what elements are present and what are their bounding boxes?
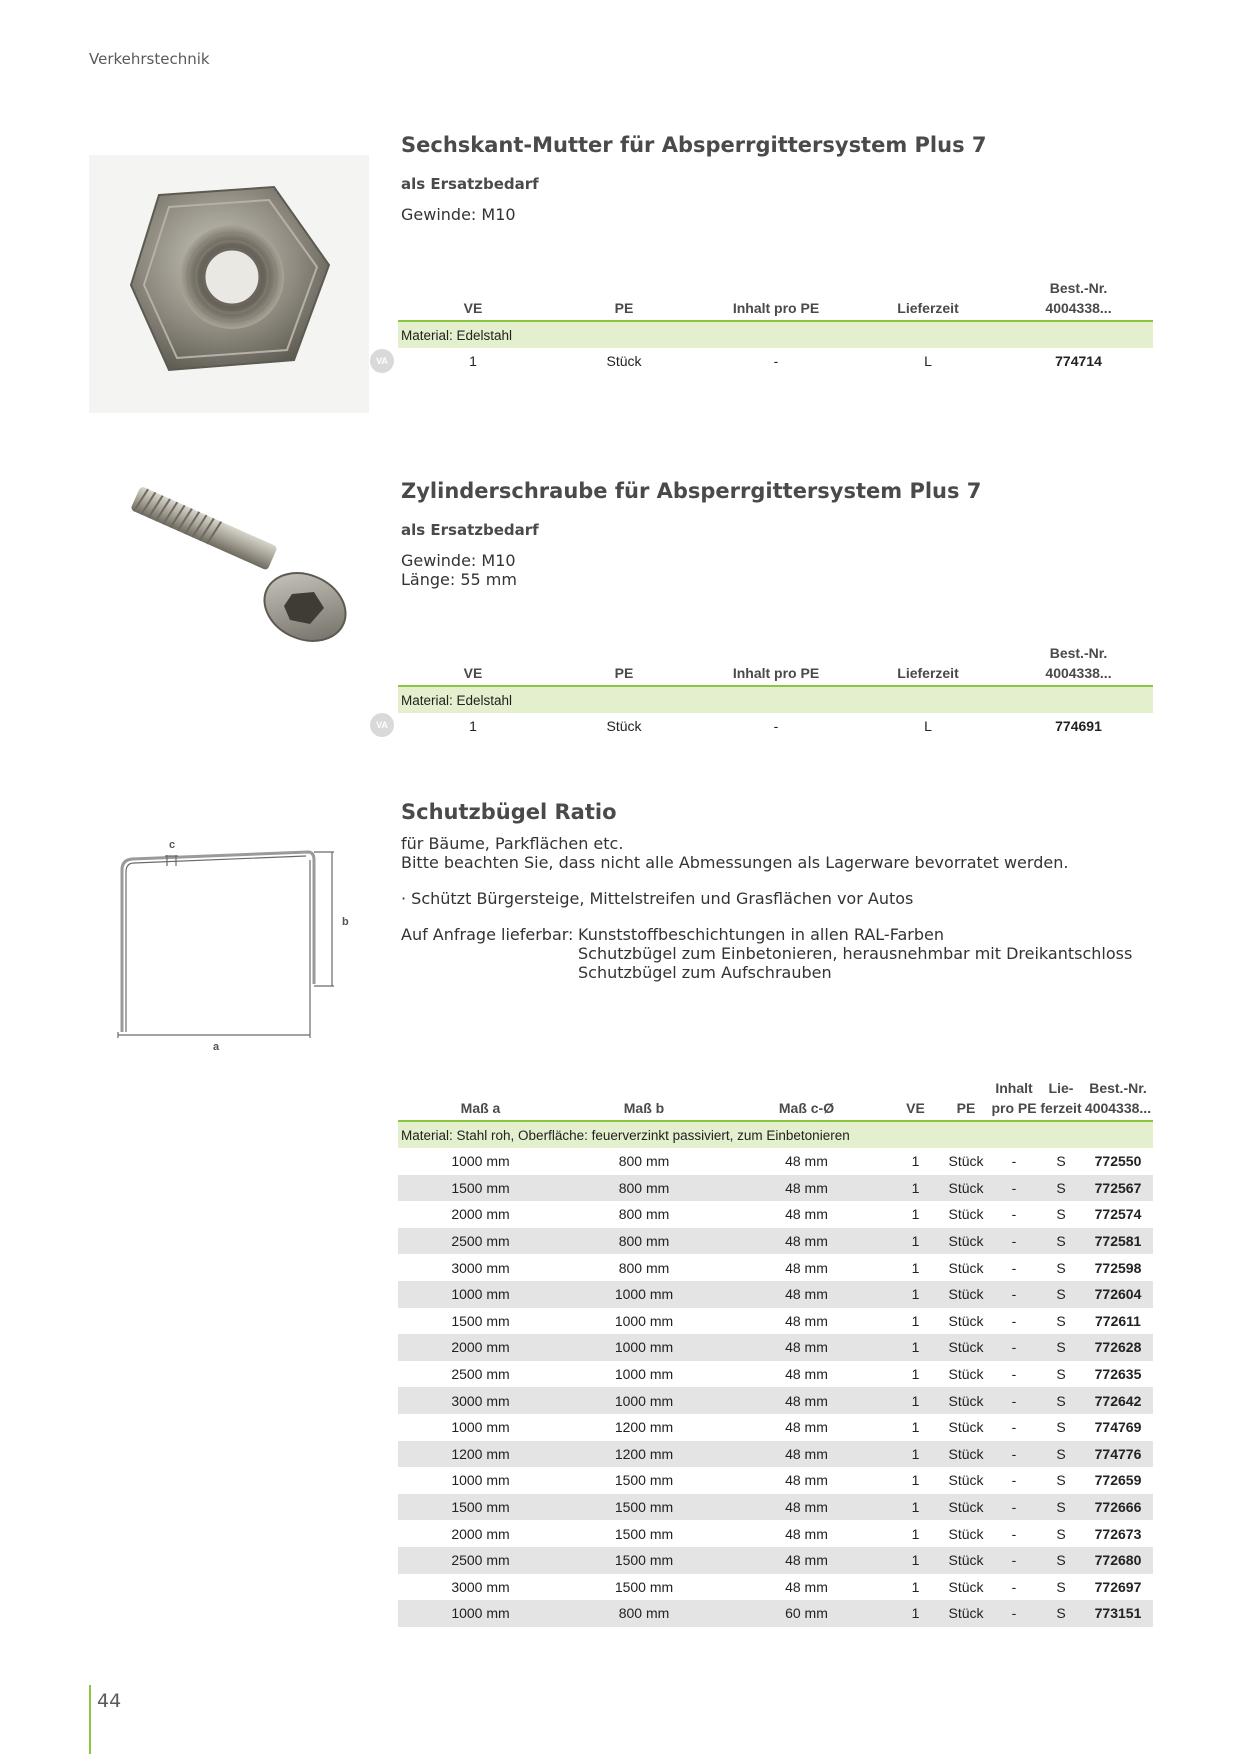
table-row: 2500 mm 800 mm 48 mm 1 Stück - S 772581 xyxy=(398,1228,1153,1255)
col-mass-b: Maß b xyxy=(563,1078,725,1121)
order-number: 772680 xyxy=(1083,1547,1153,1574)
material-row: Material: Edelstahl xyxy=(398,321,1153,348)
col-lieferzeit: Lieferzeit xyxy=(852,643,1004,686)
col-pe: PE xyxy=(943,1078,989,1121)
table-row: 1000 mm 1500 mm 48 mm 1 Stück - S 772659 xyxy=(398,1467,1153,1494)
order-number: 772635 xyxy=(1094,1366,1142,1383)
table-row: 2000 mm 1500 mm 48 mm 1 Stück - S 772673 xyxy=(398,1520,1153,1547)
order-number: 772628 xyxy=(1083,1334,1153,1361)
product-detail: Länge: 55 mm xyxy=(401,570,517,589)
col-mass-c: Maß c-Ø xyxy=(725,1078,888,1121)
table-row: 1 Stück - L 774691 xyxy=(398,713,1153,740)
dimension-label-b: b xyxy=(342,916,349,928)
feature-bullet: · Schützt Bürgersteige, Mittelstreifen und Grasflächen vor Autos xyxy=(401,889,914,908)
table-row: 1000 mm 800 mm 60 mm 1 Stück - S 773151 xyxy=(398,1600,1153,1627)
product-subtitle: als Ersatzbedarf xyxy=(401,175,539,193)
col-pe: PE xyxy=(548,278,700,321)
table-row: 1500 mm 800 mm 48 mm 1 Stück - S 772567 xyxy=(398,1175,1153,1202)
order-number: 772697 xyxy=(1094,1578,1142,1595)
product-detail: Gewinde: M10 xyxy=(401,205,516,224)
cap-screw-spec-table xyxy=(398,643,1153,740)
page-number: 44 xyxy=(97,1690,122,1712)
table-row: 3000 mm 1500 mm 48 mm 1 Stück - S 772697 xyxy=(398,1574,1153,1601)
table-row: 3000 mm 800 mm 48 mm 1 Stück - S 772598 xyxy=(398,1254,1153,1281)
va-badge: VA xyxy=(370,713,394,737)
available-item: Schutzbügel zum Einbetonieren, herausnehmbar mit Dreikantschloss xyxy=(578,944,1133,963)
table-row: 3000 mm 1000 mm 48 mm 1 Stück - S 772642 xyxy=(398,1387,1153,1414)
product-title: Schutzbügel Ratio xyxy=(401,800,617,824)
col-mass-a: Maß a xyxy=(398,1078,563,1121)
available-item: Schutzbügel zum Aufschrauben xyxy=(578,963,832,982)
page-number-bar xyxy=(89,1685,91,1754)
table-row: 2500 mm 1000 mm 48 mm 1 Stück - S 772635 xyxy=(398,1361,1153,1388)
table-row: 2000 mm 800 mm 48 mm 1 Stück - S 772574 xyxy=(398,1201,1153,1228)
material-row: Material: Stahl roh, Oberfläche: feuerverzinkt passiviert, zum Einbetonieren xyxy=(398,1121,1153,1148)
order-number: 772574 xyxy=(1094,1206,1142,1223)
col-best-nr: Best.-Nr. 4004338... xyxy=(1004,278,1153,321)
col-inhalt: Inhalt pro PE xyxy=(700,278,852,321)
product-title: Sechskant-Mutter für Absperrgittersystem Plus 7 xyxy=(401,133,987,157)
guard-bar-section xyxy=(401,800,1153,982)
col-lieferzeit: Lie- ferzeit xyxy=(1039,1078,1083,1121)
available-on-request: Auf Anfrage lieferbar: Kunststoffbeschichtungen in allen RAL-Farben Schutzbügel zum Einbetonieren, herausnehmbar mit Dreikantschloss Schutzbügel zum Aufschrauben xyxy=(401,925,1133,982)
table-row: 1000 mm 1200 mm 48 mm 1 Stück - S 774769 xyxy=(398,1414,1153,1441)
order-number: 772598 xyxy=(1094,1259,1142,1276)
order-number: 774776 xyxy=(1083,1441,1153,1468)
col-inhalt: Inhalt pro PE xyxy=(989,1078,1039,1121)
page-category: Verkehrstechnik xyxy=(89,50,210,68)
table-row: 1500 mm 1000 mm 48 mm 1 Stück - S 772611 xyxy=(398,1308,1153,1335)
order-number: 774691 xyxy=(1055,718,1102,735)
dimension-label-a: a xyxy=(212,1041,220,1052)
product-title: Zylinderschraube für Absperrgittersystem Plus 7 xyxy=(401,479,982,503)
order-number: 772673 xyxy=(1094,1525,1142,1542)
table-row: 2000 mm 1000 mm 48 mm 1 Stück - S 772628 xyxy=(398,1334,1153,1361)
table-row: 1500 mm 1500 mm 48 mm 1 Stück - S 772666 xyxy=(398,1494,1153,1521)
order-number: 772567 xyxy=(1083,1175,1153,1202)
product-description: Bitte beachten Sie, dass nicht alle Abmessungen als Lagerware bevorratet werden. xyxy=(401,853,1069,872)
table-row: 2500 mm 1500 mm 48 mm 1 Stück - S 772680 xyxy=(398,1547,1153,1574)
table-row: 1000 mm 1000 mm 48 mm 1 Stück - S 772604 xyxy=(398,1281,1153,1308)
cap-screw-section xyxy=(401,479,1153,589)
col-best-nr: Best.-Nr. 4004338... xyxy=(1004,643,1153,686)
col-lieferzeit: Lieferzeit xyxy=(852,278,1004,321)
hex-nut-section xyxy=(401,133,1153,224)
order-number: 772642 xyxy=(1083,1387,1153,1414)
col-inhalt: Inhalt pro PE xyxy=(700,643,852,686)
order-number: 774714 xyxy=(1055,353,1102,370)
order-number: 772666 xyxy=(1083,1494,1153,1521)
col-ve: VE xyxy=(398,278,548,321)
order-number: 774769 xyxy=(1094,1419,1142,1436)
product-detail: Gewinde: M10 xyxy=(401,551,516,570)
guard-bar-diagram xyxy=(110,832,360,1052)
guard-bar-spec-table xyxy=(398,1078,1153,1627)
available-item: Kunststoffbeschichtungen in allen RAL-Farben xyxy=(578,925,944,944)
order-number: 772550 xyxy=(1094,1153,1142,1170)
product-description: für Bäume, Parkflächen etc. xyxy=(401,834,624,853)
va-badge: VA xyxy=(370,349,394,373)
hex-nut-spec-table xyxy=(398,278,1153,375)
order-number: 772604 xyxy=(1083,1281,1153,1308)
col-pe: PE xyxy=(548,643,700,686)
hex-nut-image xyxy=(89,155,369,413)
col-ve: VE xyxy=(888,1078,943,1121)
product-subtitle: als Ersatzbedarf xyxy=(401,521,539,539)
order-number: 772611 xyxy=(1095,1312,1141,1329)
order-number: 772659 xyxy=(1094,1472,1142,1489)
dimension-label-c: c xyxy=(168,839,176,851)
table-row: 1200 mm 1200 mm 48 mm 1 Stück - S 774776 xyxy=(398,1441,1153,1468)
material-row: Material: Edelstahl xyxy=(398,686,1153,713)
col-best-nr: Best.-Nr. 4004338... xyxy=(1083,1078,1153,1121)
order-number: 773151 xyxy=(1083,1600,1153,1627)
table-row: 1 Stück - L 774714 xyxy=(398,348,1153,375)
order-number: 772581 xyxy=(1083,1228,1153,1255)
table-row: 1000 mm 800 mm 48 mm 1 Stück - S 772550 xyxy=(398,1148,1153,1175)
col-ve: VE xyxy=(398,643,548,686)
cap-screw-image xyxy=(120,482,350,642)
